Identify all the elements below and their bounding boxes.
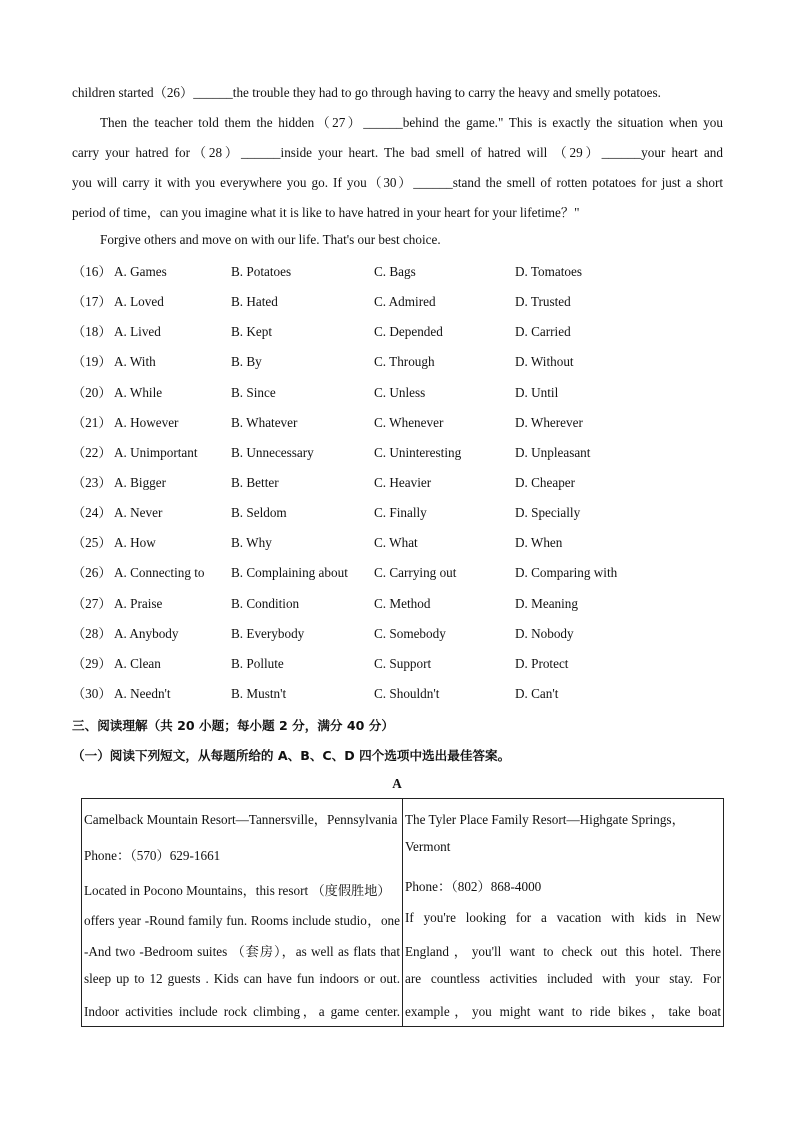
ad-right-line: The Tyler Place Family Resort—Highgate Springs，	[405, 812, 685, 827]
option-b: B. Potatoes	[231, 264, 292, 279]
option-a: A. Unimportant	[114, 444, 198, 460]
ad-right-line: Vermont	[405, 839, 451, 854]
ad-left-line: Indoor activities include rock climbing，a game center.	[84, 1004, 400, 1019]
option-row	[72, 383, 723, 413]
option-a: A. Never	[114, 505, 163, 521]
option-a: A. Needn't	[114, 685, 171, 701]
option-a: A. Bigger	[114, 474, 167, 490]
option-d: D. Tomatoes	[515, 264, 582, 279]
option-d: D. Unpleasant	[515, 444, 591, 460]
question-number: （19）	[72, 354, 112, 370]
section-instruction: （一）阅读下列短文，从每题所给的 A、B、C、D 四个选项中选出最佳答案。	[72, 748, 511, 763]
option-a: A. How	[114, 535, 156, 551]
option-b: B. Mustn't	[231, 685, 287, 701]
option-b: B. Since	[231, 384, 276, 400]
option-a: A. With	[114, 354, 156, 370]
section-title: 三、阅读理解（共 20 小题；每小题 2 分，满分 40 分）	[72, 718, 394, 733]
passage-line-2: Then the teacher told them the hidden（27）______behind the game." This is exactly the situation when you	[100, 115, 723, 130]
ad-right-line: If you're looking for a vacation with kids in New	[405, 910, 721, 925]
option-a: A. Clean	[114, 655, 161, 671]
option-c: C. Finally	[374, 505, 427, 521]
option-d: D. Protect	[515, 655, 569, 671]
option-b: B. Why	[231, 535, 272, 551]
passage-line-3: carry your hatred for（28）______inside your heart. The bad smell of hatred will （29）______your heart and	[72, 145, 723, 160]
ad-left-line: sleep up to 12 guests . Kids can have fun indoors or out.	[84, 971, 400, 986]
option-a: A. Games	[114, 264, 167, 279]
resort-ads-table	[81, 798, 724, 1027]
option-b: B. Better	[231, 474, 279, 490]
question-number: （22）	[72, 444, 112, 460]
option-b: B. Complaining about	[231, 565, 348, 581]
option-a: A. Lived	[114, 324, 161, 340]
option-c: C. Depended	[374, 324, 443, 340]
question-number: （30）	[72, 685, 112, 701]
ad-right-line: Phone：（802）868-4000	[405, 879, 542, 894]
passage-label: A	[392, 776, 402, 791]
ad-left-line: -And two -Bedroom suites （套房），as well as flats that	[84, 944, 400, 959]
option-d: D. Specially	[515, 505, 581, 521]
option-row	[72, 413, 723, 443]
ad-right-line: are countless activities included with your stay. For	[405, 971, 721, 986]
option-d: D. Without	[515, 354, 574, 370]
option-b: B. Everybody	[231, 625, 305, 641]
ad-left-line: offers year -Round family fun. Rooms include studio，one	[84, 913, 400, 928]
option-d: D. Meaning	[515, 595, 578, 611]
question-number: （16）	[72, 264, 112, 279]
option-c: C. Shouldn't	[374, 685, 440, 701]
ad-left-line: Camelback Mountain Resort—Tannersville，Pennsylvania	[84, 812, 398, 827]
option-d: D. Carried	[515, 324, 571, 340]
option-b: B. Unnecessary	[231, 444, 314, 460]
option-row	[72, 624, 723, 654]
question-number: （24）	[72, 505, 112, 521]
option-c: C. Unless	[374, 384, 426, 400]
option-d: D. Can't	[515, 685, 559, 701]
option-b: B. By	[231, 354, 262, 370]
option-row	[72, 654, 723, 684]
question-number: （26）	[72, 565, 112, 581]
option-row	[72, 322, 723, 352]
ad-tyler-place	[403, 799, 724, 1027]
options-list	[72, 262, 723, 714]
option-d: D. Nobody	[515, 625, 574, 641]
ad-left-line: Located in Pocono Mountains，this resort （度假胜地）	[84, 883, 391, 898]
option-c: C. Whenever	[374, 414, 444, 430]
passage-line-6: Forgive others and move on with our life. That's our best choice.	[100, 232, 441, 247]
option-c: C. Admired	[374, 294, 436, 310]
option-a: A. While	[114, 384, 163, 400]
passage-line-1: children started（26）______the trouble they had to go through having to carry the heavy and smelly potatoes.	[72, 85, 661, 100]
option-d: D. Comparing with	[515, 565, 618, 581]
option-row	[72, 352, 723, 382]
option-row	[72, 262, 723, 292]
ad-left-line: Phone：（570）629-1661	[84, 848, 221, 863]
option-row	[72, 473, 723, 503]
option-c: C. Heavier	[374, 474, 432, 490]
option-row	[72, 533, 723, 563]
option-b: B. Seldom	[231, 505, 287, 521]
option-c: C. Method	[374, 595, 431, 611]
question-number: （28）	[72, 625, 112, 641]
question-number: （29）	[72, 655, 112, 671]
option-c: C. Bags	[374, 264, 416, 279]
option-c: C. Somebody	[374, 625, 446, 641]
option-row	[72, 292, 723, 322]
option-row	[72, 684, 723, 714]
option-c: C. Carrying out	[374, 565, 457, 581]
ad-camelback	[82, 799, 403, 1027]
option-row	[72, 594, 723, 624]
option-d: D. Cheaper	[515, 474, 576, 490]
question-number: （20）	[72, 384, 112, 400]
option-a: A. Praise	[114, 595, 163, 611]
question-number: （27）	[72, 595, 112, 611]
option-d: D. Until	[515, 384, 559, 400]
option-c: C. Through	[374, 354, 435, 370]
question-number: （23）	[72, 474, 112, 490]
ad-right-line: England，you'll want to check out this hotel. There	[405, 944, 721, 959]
option-row	[72, 563, 723, 593]
option-b: B. Condition	[231, 595, 300, 611]
option-c: C. What	[374, 535, 418, 551]
question-number: （17）	[72, 294, 112, 310]
option-row	[72, 503, 723, 533]
passage-line-5: period of time，can you imagine what it is like to have hatred in your heart for your lifetime？"	[72, 205, 580, 220]
option-a: A. Anybody	[114, 625, 179, 641]
option-b: B. Hated	[231, 294, 278, 310]
passage-line-4: you will carry it with you everywhere you go. If you（30）______stand the smell of rotten potatoes for just a short	[72, 175, 723, 190]
option-row	[72, 443, 723, 473]
option-a: A. Loved	[114, 294, 164, 310]
option-d: D. Trusted	[515, 294, 571, 310]
ad-right-line: example，you might want to ride bikes，take boat	[405, 1004, 721, 1019]
option-d: D. Wherever	[515, 414, 583, 430]
question-number: （21）	[72, 414, 112, 430]
option-d: D. When	[515, 535, 563, 551]
option-b: B. Whatever	[231, 414, 298, 430]
option-a: A. However	[114, 414, 179, 430]
option-a: A. Connecting to	[114, 565, 205, 581]
option-b: B. Kept	[231, 324, 273, 340]
question-number: （25）	[72, 535, 112, 551]
question-number: （18）	[72, 324, 112, 340]
option-b: B. Pollute	[231, 655, 284, 671]
option-c: C. Uninteresting	[374, 444, 462, 460]
option-c: C. Support	[374, 655, 432, 671]
